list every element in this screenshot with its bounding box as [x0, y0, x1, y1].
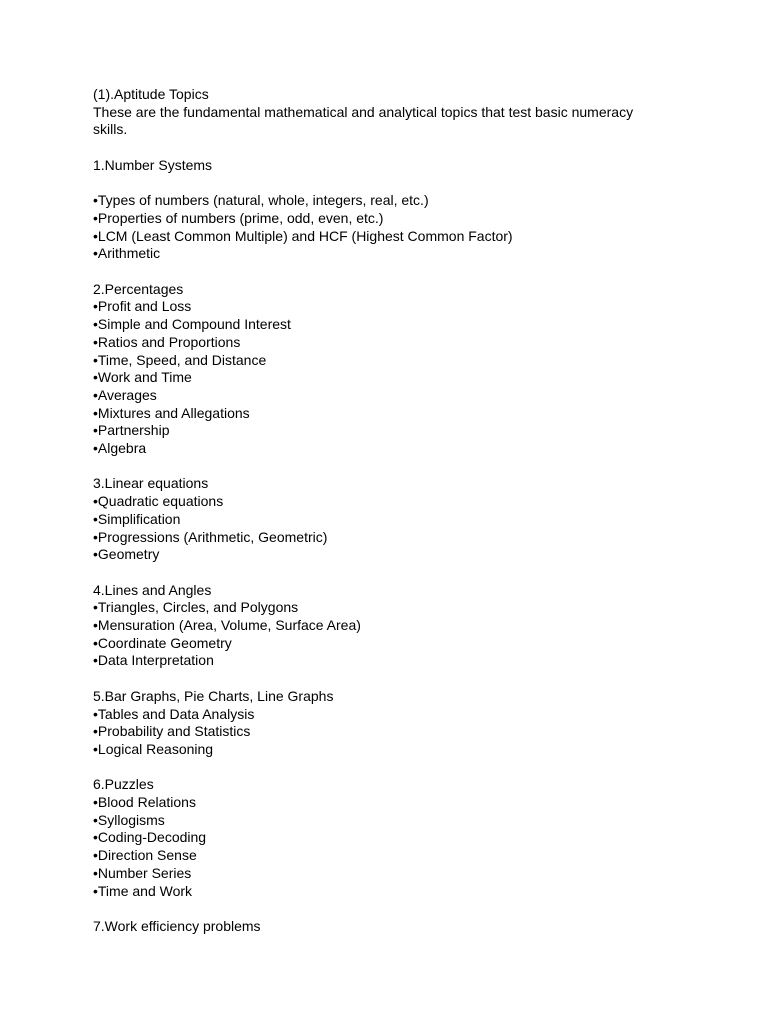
section-heading-lines-and-angles: 4.Lines and Angles [93, 581, 212, 598]
spacer [93, 900, 653, 918]
list-item: •Coordinate Geometry [93, 634, 232, 651]
intro-paragraph: These are the fundamental mathematical and analytical topics that test basic numeracy skills. [93, 103, 637, 138]
section-heading-percentages: 2.Percentages [93, 280, 184, 297]
list-item: •Number Series [93, 864, 192, 881]
document-title: (1).Aptitude Topics [93, 86, 209, 102]
list-item: •Blood Relations [93, 794, 196, 811]
list-item: •Triangles, Circles, and Polygons [93, 599, 299, 616]
list-item: •Progressions (Arithmetic, Geometric) [93, 528, 328, 545]
list-item: •Tables and Data Analysis [93, 705, 255, 722]
list-item: •Profit and Loss [93, 298, 192, 315]
list-item: •Simplification [93, 510, 181, 527]
section-heading-graphs: 5.Bar Graphs, Pie Charts, Line Graphs [93, 687, 334, 704]
list-item: •Time and Work [93, 882, 193, 899]
list-item: •Types of numbers (natural, whole, integers, real, etc.) [93, 192, 429, 209]
list-item: •Partnership [93, 422, 170, 439]
spacer [93, 759, 653, 777]
list-item: •Ratios and Proportions [93, 333, 241, 350]
list-item: •Quadratic equations [93, 493, 224, 510]
section-heading-work-efficiency: 7.Work efficiency problems [93, 917, 261, 934]
spacer [93, 139, 653, 157]
list-item: •Algebra [93, 440, 147, 457]
section-heading-linear-equations: 3.Linear equations [93, 475, 209, 492]
list-item: •Direction Sense [93, 847, 197, 864]
list-item: •Probability and Statistics [93, 723, 251, 740]
list-item: •Time, Speed, and Distance [93, 351, 267, 368]
section-heading-puzzles: 6.Puzzles [93, 776, 154, 793]
spacer [93, 458, 653, 476]
list-item: •Data Interpretation [93, 652, 214, 669]
list-item: •Averages [93, 386, 157, 403]
list-item: •Coding-Decoding [93, 829, 207, 846]
list-item: •Logical Reasoning [93, 740, 214, 757]
list-item: •Arithmetic [93, 245, 161, 262]
document-page [93, 86, 653, 936]
section-heading-number-systems: 1.Number Systems [93, 156, 213, 173]
spacer [93, 564, 653, 582]
list-item: •Mixtures and Allegations [93, 404, 250, 421]
spacer [93, 175, 653, 193]
list-item: •Syllogisms [93, 811, 165, 828]
list-item: •Mensuration (Area, Volume, Surface Area) [93, 617, 361, 634]
list-item: •Geometry [93, 546, 160, 563]
list-item: •Properties of numbers (prime, odd, even, etc.) [93, 209, 384, 226]
list-item: •LCM (Least Common Multiple) and HCF (Highest Common Factor) [93, 227, 513, 244]
list-item: •Work and Time [93, 369, 192, 386]
spacer [93, 263, 653, 281]
spacer [93, 670, 653, 688]
list-item: •Simple and Compound Interest [93, 316, 291, 333]
